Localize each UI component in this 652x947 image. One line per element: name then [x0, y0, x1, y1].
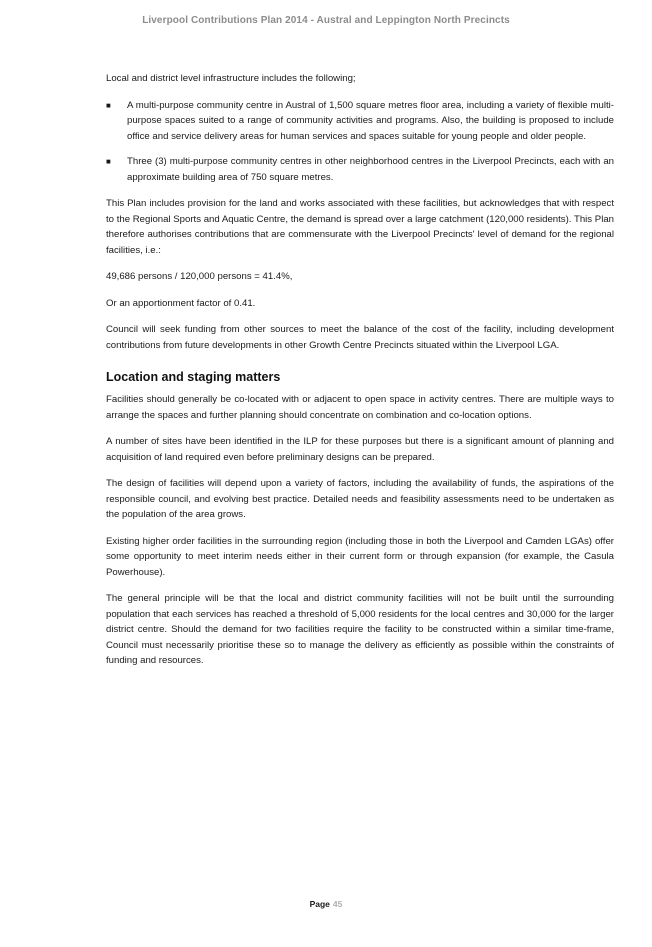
list-item-text: Three (3) multi-purpose community centres in other neighborhood centres in the Liverpool Precincts, each with an approximate building area of 750 square metres. — [127, 156, 614, 183]
calculation-line: 49,686 persons / 120,000 persons = 41.4%, — [106, 271, 293, 282]
facilities-list — [106, 98, 614, 186]
section-paragraph: The design of facilities will depend upon a variety of factors, including the availability of funds, the aspirations of the responsible council, and evolving best practice. Detailed needs and feasibility assessments need to be undertaken as the population of the area grows. — [106, 478, 614, 520]
provision-paragraph: This Plan includes provision for the land and works associated with these facilities, but acknowledges that with respect to the Regional Sports and Aquatic Centre, the demand is spread over a large catchment (120,000 residents). This Plan therefore authorises contributions that are commensurate with the Liverpool Precincts' level of demand for the regional facilities, i.e.: — [106, 198, 614, 256]
funding-paragraph: Council will seek funding from other sources to meet the balance of the cost of the facility, including development contributions from future developments in other Growth Centre Precincts situated within the Liverpool LGA. — [106, 324, 614, 351]
section-paragraph: A number of sites have been identified in the ILP for these purposes but there is a significant amount of planning and acquisition of land required even before preliminary designs can be prepared. — [106, 436, 614, 463]
page-number: 45 — [332, 899, 343, 909]
document-body — [106, 71, 614, 680]
section-paragraph: Existing higher order facilities in the surrounding region (including those in both the Liverpool and Camden LGAs) offer some opportunity to meet interim needs either in their current form or through expansion (for example, the Casula Powerhouse). — [106, 535, 614, 578]
list-item-text: A multi-purpose community centre in Austral of 1,500 square metres floor area, including a variety of flexible multi-purpose spaces suited to a range of community activities and programs. Also, the building is proposed to include office and service delivery areas for human services and spaces suitable for young people and older people. — [127, 99, 614, 142]
page-label: Page — [309, 899, 330, 909]
intro-paragraph: Local and district level infrastructure includes the following; — [106, 73, 356, 84]
section-paragraph: The general principle will be that the local and district community facilities will not be built until the surrounding population that each services has reached a threshold of 5,000 residents for the local centres and 30,000 for the larger district centre. Should the demand for two facilities require the facility to be constructed within a similar time-frame, Council must necessarily prioritise these so to manage the delivery as efficiently as possible within the constraints of funding and resources. — [106, 593, 614, 666]
list-item — [106, 98, 614, 145]
bullet-icon: ■ — [106, 157, 111, 166]
running-header: Liverpool Contributions Plan 2014 - Austral and Leppington North Precincts — [142, 15, 510, 26]
section-heading: Location and staging matters — [106, 370, 281, 384]
page-footer — [0, 899, 652, 909]
bullet-icon: ■ — [106, 100, 111, 110]
list-item — [106, 154, 614, 185]
section-paragraph: Facilities should generally be co-located with or adjacent to open space in activity centres. There are multiple ways to arrange the spaces and further planning should concentrate on combination and co-location options. — [106, 394, 614, 421]
apportionment-line: Or an apportionment factor of 0.41. — [106, 297, 256, 309]
